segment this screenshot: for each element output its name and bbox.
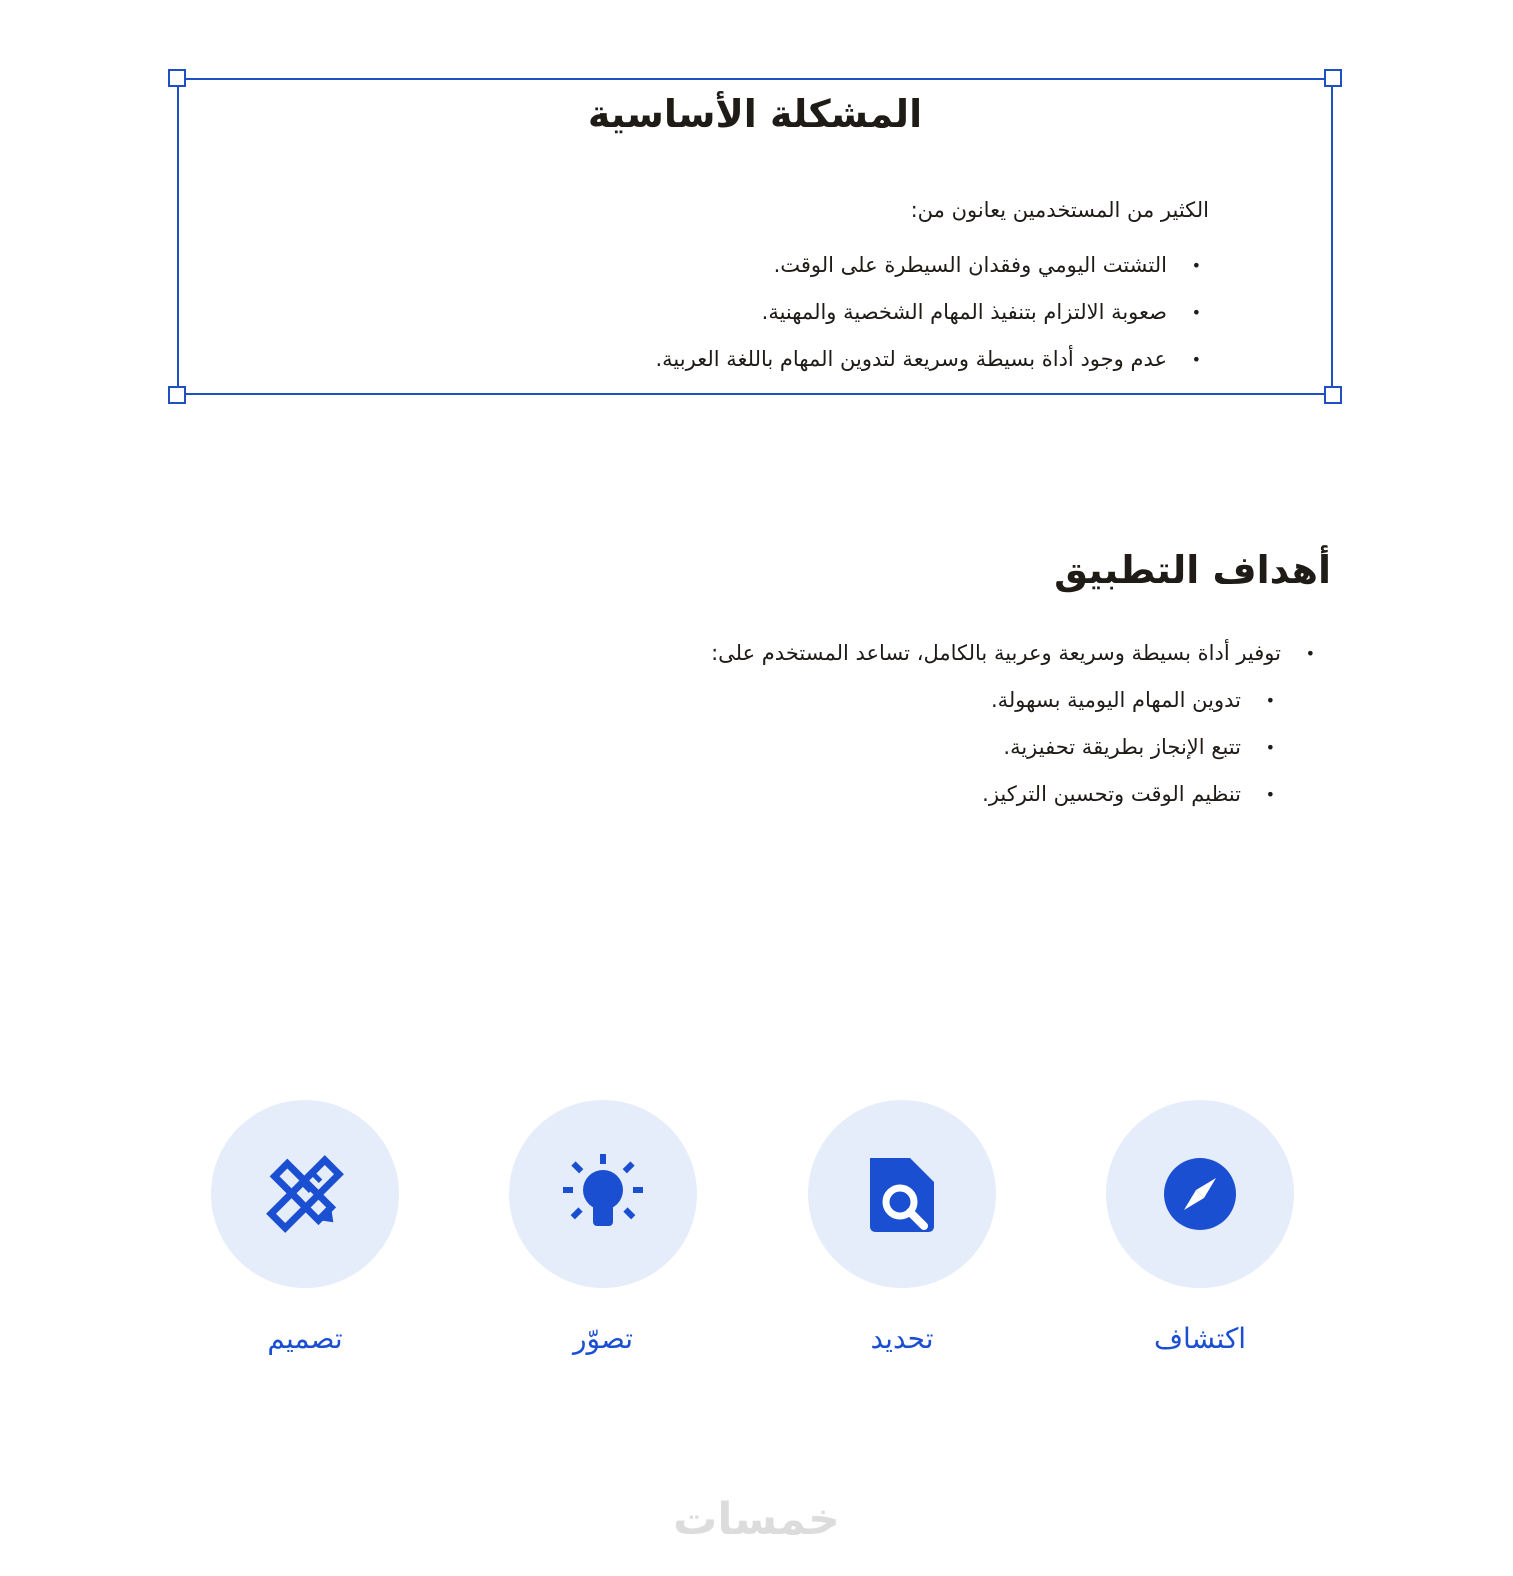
step-ideate [509,1100,697,1370]
list-item: • عدم وجود أداة بسيطة وسريعة لتدوين المهام باللغة العربية. [656,336,1202,383]
goals-list [711,630,1315,818]
step-design [211,1100,399,1370]
compass-icon [1158,1152,1242,1236]
list-item: • تدوين المهام اليومية بسهولة. [711,677,1275,724]
resize-handle-bottom-right[interactable] [1324,386,1342,404]
step-circle [509,1100,697,1288]
list-item: • تنظيم الوقت وتحسين التركيز. [711,771,1275,818]
goals-main-item: • توفير أداة بسيطة وسريعة وعربية بالكامل، تساعد المستخدم على: [711,630,1315,677]
list-item: • تتبع الإنجاز بطريقة تحفيزية. [711,724,1275,771]
step-label: تصميم [267,1322,343,1355]
lightbulb-icon [561,1152,645,1236]
step-discover [1106,1100,1294,1370]
resize-handle-top-left[interactable] [168,69,186,87]
file-search-icon [860,1152,944,1236]
step-circle [808,1100,996,1288]
problem-list [656,242,1202,383]
step-circle [211,1100,399,1288]
pencil-ruler-icon [263,1152,347,1236]
step-define [808,1100,996,1370]
list-item: • التشتت اليومي وفقدان السيطرة على الوقت. [656,242,1202,289]
goals-sublist-wrapper [711,677,1315,818]
step-label: تصوّر [572,1322,634,1355]
list-item: • صعوبة الالتزام بتنفيذ المهام الشخصية والمهنية. [656,289,1202,336]
step-label: تحديد [870,1322,934,1355]
goals-title: أهداف التطبيق [1054,548,1331,592]
watermark-logo: خمسات [673,1494,840,1545]
goals-sublist [711,677,1315,818]
problem-title: المشكلة الأساسية [587,92,923,136]
process-steps [0,1100,1513,1380]
problem-section[interactable] [177,78,1333,395]
step-circle [1106,1100,1294,1288]
step-label: اكتشاف [1153,1322,1247,1355]
resize-handle-top-right[interactable] [1324,69,1342,87]
problem-intro: الكثير من المستخدمين يعانون من: [910,198,1209,222]
resize-handle-bottom-left[interactable] [168,386,186,404]
